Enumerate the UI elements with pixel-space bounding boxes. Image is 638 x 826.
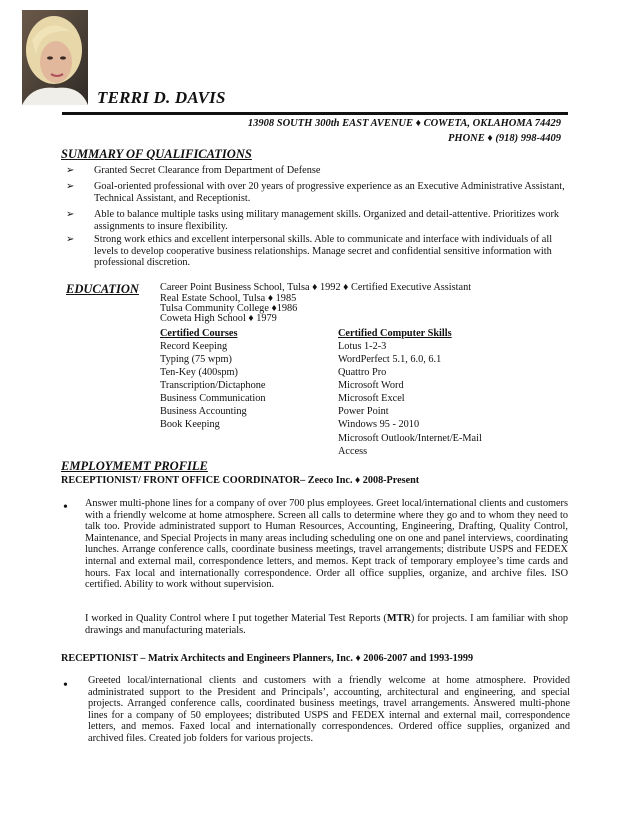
summary-item-text: Granted Secret Clearance from Department of Defense xyxy=(94,165,321,176)
skill-item: Microsoft Outlook/Internet/E-Mail xyxy=(338,433,482,444)
arrow-bullet-icon: ➢ xyxy=(66,234,75,245)
job-description: Greeted local/international clients and customers with a friendly welcome at home atmosphere. Provided administrated support to the President and Principals’, accounting, architectural and engineering, and special projects. Arranged conference calls, coordinated business meetings, travel arrangements. Answered multi-phone lines for a company of 50 employees; distributed USPS and FEDEX internal and external mail, correspondence letters, and memos. Faxed local and internationally correspondences. Ordered office supplies, organized and archived files. Created job folders for various projects. xyxy=(88,675,570,744)
school-line: Coweta High School ♦ 1979 xyxy=(160,313,277,324)
employment-heading: EMPLOYMEMT PROFILE xyxy=(61,459,208,473)
school-line: Tulsa Community College ♦1986 xyxy=(160,303,298,314)
profile-photo xyxy=(22,10,88,105)
bullet-dot-icon: • xyxy=(63,678,68,693)
candidate-name: TERRI D. DAVIS xyxy=(97,88,226,107)
header-rule xyxy=(62,112,568,115)
course-item: Transcription/Dictaphone xyxy=(160,380,266,391)
summary-item-text: Strong work ethics and excellent interpersonal skills. Able to communicate and interface with individuals of all levels to develop cooperative business relationships. Manage secret and confidential sensitive information with professional discretion. xyxy=(94,234,553,268)
skills-heading: Certified Computer Skills xyxy=(338,328,452,339)
skill-item: Microsoft Excel xyxy=(338,393,405,404)
summary-item-text: Able to balance multiple tasks using military management skills. Organized and detail-attentive. Prioritizes work assignments to insure flexibility. xyxy=(94,209,560,232)
job-heading: RECEPTIONIST/ FRONT OFFICE COORDINATOR– Zeeco Inc. ♦ 2008-Present xyxy=(61,475,420,486)
course-item: Business Communication xyxy=(160,393,266,404)
skill-item: Quattro Pro xyxy=(338,367,387,378)
job-description: Answer multi-phone lines for a company of over 700 plus employees. Greet local/international clients and customers with a friendly welcome at home atmosphere. Screen all calls to determine where they go and to whom they need to talk too. Provide administrated support to Human Resources, Accounting, Engineering, Drafting, Quality Control, Maintenance, and Special Projects in many areas including scheduling one on one and panel interviews, coordinating lunches. Arrange conference calls, coordinate business meetings, travel arrangements; distribute USPS and FEDEX internal and external mail, correspondence letters, and memos. Kept track of temporary employee’s time cards and hours. Fax local and internationally correspondence. Order all office supplies, organize, and archive files. ISO certified. Ability to work without supervision. xyxy=(85,498,568,591)
job-heading: RECEPTIONIST – Matrix Architects and Engineers Planners, Inc. ♦ 2006-2007 and 1993-1999 xyxy=(61,653,474,664)
course-item: Record Keeping xyxy=(160,341,228,352)
courses-heading: Certified Courses xyxy=(160,328,238,339)
school-line: Career Point Business School, Tulsa ♦ 1992 ♦ Certified Executive Assistant xyxy=(160,282,472,293)
skill-item: Lotus 1-2-3 xyxy=(338,341,387,352)
mtr-abbrev: MTR xyxy=(386,613,411,624)
bullet-dot-icon: • xyxy=(63,500,68,515)
skill-item: Power Point xyxy=(338,406,389,417)
summary-heading: SUMMARY OF QUALIFICATIONS xyxy=(61,147,252,161)
address: 13908 SOUTH 300th EAST AVENUE ♦ COWETA, OKLAHOMA 74429 xyxy=(247,118,561,129)
course-item: Typing (75 wpm) xyxy=(160,354,232,365)
course-item: Business Accounting xyxy=(160,406,247,417)
skill-item: Microsoft Word xyxy=(338,380,404,391)
job-note: I worked in Quality Control where I put together Material Test Reports (MTR) for projects. I am familiar with shop drawings and manufacturing materials. xyxy=(85,613,569,636)
school-line: Real Estate School, Tulsa ♦ 1985 xyxy=(160,293,297,304)
arrow-bullet-icon: ➢ xyxy=(66,209,75,220)
course-item: Book Keeping xyxy=(160,419,220,430)
education-heading: EDUCATION xyxy=(66,282,139,296)
summary-item-text: Goal-oriented professional with over 20 years of progressive experience as an Executive Administrative Assistant, Technical Assistant, and Receptionist. xyxy=(94,181,565,204)
course-item: Ten-Key (400spm) xyxy=(160,367,238,378)
skill-item: Access xyxy=(338,446,368,457)
arrow-bullet-icon: ➢ xyxy=(66,181,75,192)
skill-item: Windows 95 - 2010 xyxy=(338,419,420,430)
phone-number: PHONE ♦ (918) 998-4409 xyxy=(448,133,561,144)
skill-item: WordPerfect 5.1, 6.0, 6.1 xyxy=(338,354,442,365)
arrow-bullet-icon: ➢ xyxy=(66,165,75,176)
